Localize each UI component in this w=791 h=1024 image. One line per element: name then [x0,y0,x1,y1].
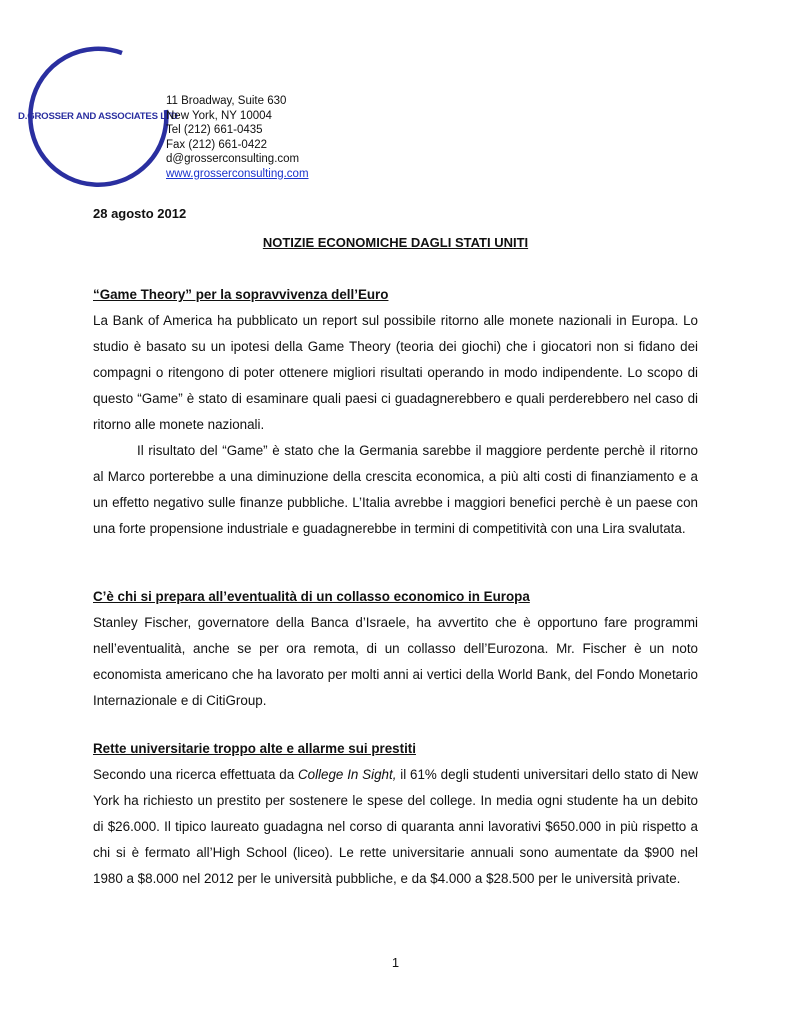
section-title: Rette universitarie troppo alte e allarme sui prestiti [93,741,416,756]
section-title: “Game Theory” per la sopravvivenza dell’Euro [93,287,389,302]
paragraph-italic-text: College In Sight, [297,767,397,782]
website-link[interactable]: www.grosserconsulting.com [166,167,309,180]
article-section [93,282,698,542]
article-section [93,736,698,892]
phone-line: Tel (212) 661-0435 [166,124,263,136]
paragraph-text: il 61% degli studenti universitari dello stato di New York ha richiesto un prestito per sostenere le spese del college. In media ogni studente ha un debito di $26.000. Il tipico laureato guadagna nel corso di quaranta anni lavorativi $650.000 in più rispetto a chi si è fermato all’High School (liceo). Le rette universitarie annuali sono aumentate da $900 nel 1980 a $8.000 nel 2012 per le università pubbliche, e da $4.000 a $28.500 per le università private. [93,767,698,886]
section-paragraph: Stanley Fischer, governatore della Banca d’Israele, ha avvertito che è opportuno fare programmi nell’eventualità, anche se per ora remota, di un collasso dell’Eurozona. Mr. Fischer è un noto economista americano che ha lavorato per molti anni ai vertici della World Bank, del Fondo Monetario Internazionale e di CitiGroup. [93,615,698,708]
logo-company-name: D.GROSSER AND ASSOCIATES LTD [18,111,178,122]
section-paragraph: Il risultato del “Game” è stato che la Germania sarebbe il maggiore perdente perchè il ritorno al Marco porterebbe a una diminuzione della crescita economica, a più alti costi di finanziamento e a un effetto negativo sulle finanze pubbliche. L’Italia avrebbe i maggiori benefici perchè è un paese con una forte propensione industriale e guadagnerebbe in termini di competitività con una Lira svalutata. [93,443,698,536]
fax-line: Fax (212) 661-0422 [166,138,268,151]
section-title: C’è chi si prepara all’eventualità di un collasso economico in Europa [93,589,530,604]
section-paragraph: La Bank of America ha pubblicato un report sul possibile ritorno alle monete nazionali in Europa. Lo studio è basato su un ipotesi della Game Theory (teoria dei giochi) che i giocatori non si fidano dei compagni o ritengono di poter ottenere migliori risultati operando in modo indipendente. Lo scopo di questo “Game” è stato di esaminare quali paesi ci guadagnerebbero e quali perderebbero nel caso di ritorno alle monete nazionali. [93,313,698,432]
paragraph-text: Secondo una ricerca effettuata da [93,767,298,782]
document-headline: NOTIZIE ECONOMICHE DAGLI STATI UNITI [262,235,529,250]
email-line: d@grosserconsulting.com [166,153,300,165]
section-paragraph [93,762,698,892]
document-date: 28 agosto 2012 [93,206,187,221]
page-number: 1 [391,955,400,970]
address-line: New York, NY 10004 [166,109,272,122]
article-section [93,584,698,714]
letterhead-address [166,94,309,181]
address-line: 11 Broadway, Suite 630 [166,95,287,107]
